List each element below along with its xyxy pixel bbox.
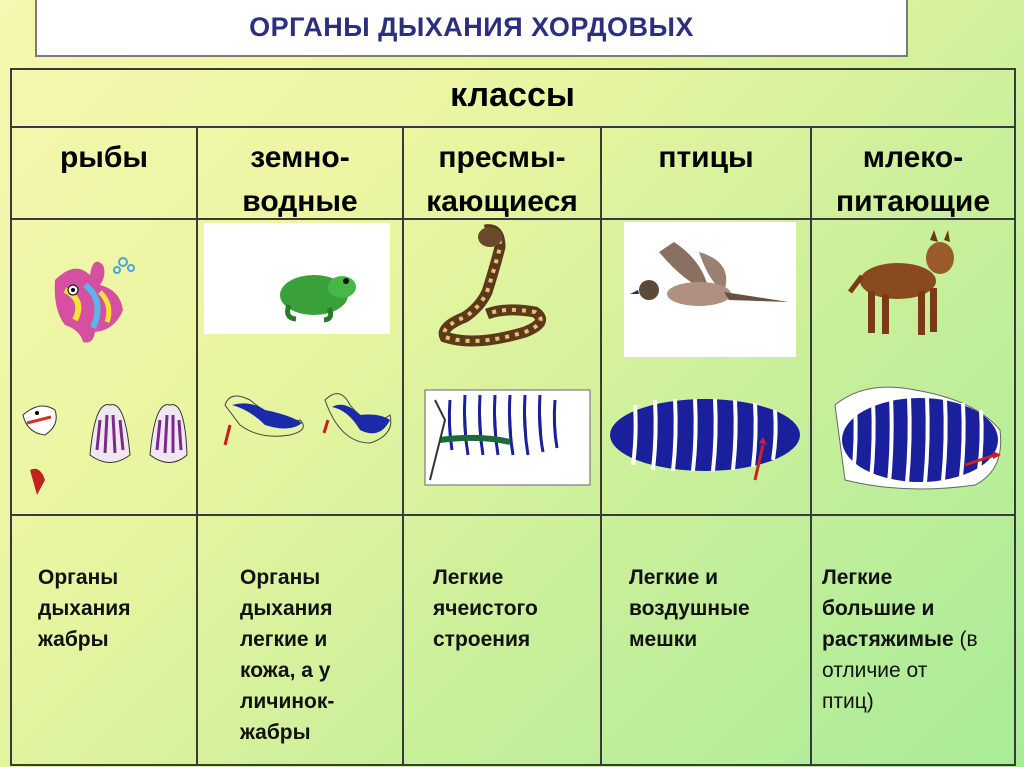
col-head-birds bbox=[602, 136, 810, 180]
desc-normal-part: (в bbox=[953, 628, 978, 651]
desc-line: дыхания bbox=[240, 597, 333, 620]
col-head-fish bbox=[12, 136, 196, 180]
reptile-lungs-icon bbox=[420, 380, 595, 500]
col-head-line: пресмы- bbox=[438, 141, 566, 174]
desc-line: отличие от bbox=[822, 659, 928, 682]
frog-icon bbox=[204, 223, 390, 334]
desc-line: легкие и bbox=[240, 628, 328, 651]
desc-mammals bbox=[822, 562, 978, 717]
desc-line: Легкие и bbox=[629, 566, 719, 589]
desc-fish bbox=[38, 562, 130, 655]
desc-line: жабры bbox=[240, 721, 311, 744]
frog-lungs-icon bbox=[220, 385, 395, 470]
desc-line: Легкие bbox=[433, 566, 504, 589]
bird-icon bbox=[624, 222, 796, 357]
desc-line: Органы bbox=[38, 566, 119, 589]
frog-photo bbox=[204, 223, 390, 334]
desc-line: мешки bbox=[629, 628, 698, 651]
col-head-amphibians bbox=[198, 136, 402, 224]
desc-line: воздушные bbox=[629, 597, 750, 620]
desc-line: Органы bbox=[240, 566, 321, 589]
col-head-line: земно- bbox=[250, 141, 350, 174]
page-title: ОРГАНЫ ДЫХАНИЯ ХОРДОВЫХ bbox=[249, 12, 694, 42]
desc-line bbox=[822, 624, 978, 655]
mammal-lungs-icon bbox=[825, 375, 1010, 500]
fish-icon bbox=[45, 250, 145, 350]
col-head-mammals bbox=[812, 136, 1014, 224]
desc-line: птиц) bbox=[822, 690, 874, 713]
col-head-line: птицы bbox=[658, 141, 754, 174]
desc-line: кожа, а у bbox=[240, 659, 331, 682]
bird-photo bbox=[624, 222, 796, 357]
col-head-line: кающиеся bbox=[426, 185, 578, 218]
desc-line: ячеистого bbox=[433, 597, 538, 620]
snake-icon bbox=[425, 222, 555, 347]
gills-icon bbox=[15, 395, 190, 500]
desc-bold-part: растяжимые bbox=[822, 628, 954, 651]
bird-lungs-icon bbox=[605, 385, 805, 485]
desc-line: большие и bbox=[822, 597, 935, 620]
col-head-line: водные bbox=[242, 185, 358, 218]
title-box bbox=[35, 0, 908, 57]
desc-line: дыхания bbox=[38, 597, 131, 620]
col-head-reptiles bbox=[404, 136, 600, 224]
desc-reptiles bbox=[433, 562, 538, 655]
desc-line: личинок- bbox=[240, 690, 335, 713]
desc-line: Легкие bbox=[822, 566, 893, 589]
classes-header: классы bbox=[450, 76, 575, 114]
col-head-line: рыбы bbox=[59, 141, 149, 174]
desc-line: жабры bbox=[38, 628, 109, 651]
desc-amphibians bbox=[240, 562, 334, 748]
desc-birds bbox=[629, 562, 750, 655]
col-head-line: питающие bbox=[836, 185, 990, 218]
col-head-line: млеко- bbox=[862, 141, 964, 174]
desc-line: строения bbox=[433, 628, 531, 651]
dog-icon bbox=[848, 226, 968, 341]
